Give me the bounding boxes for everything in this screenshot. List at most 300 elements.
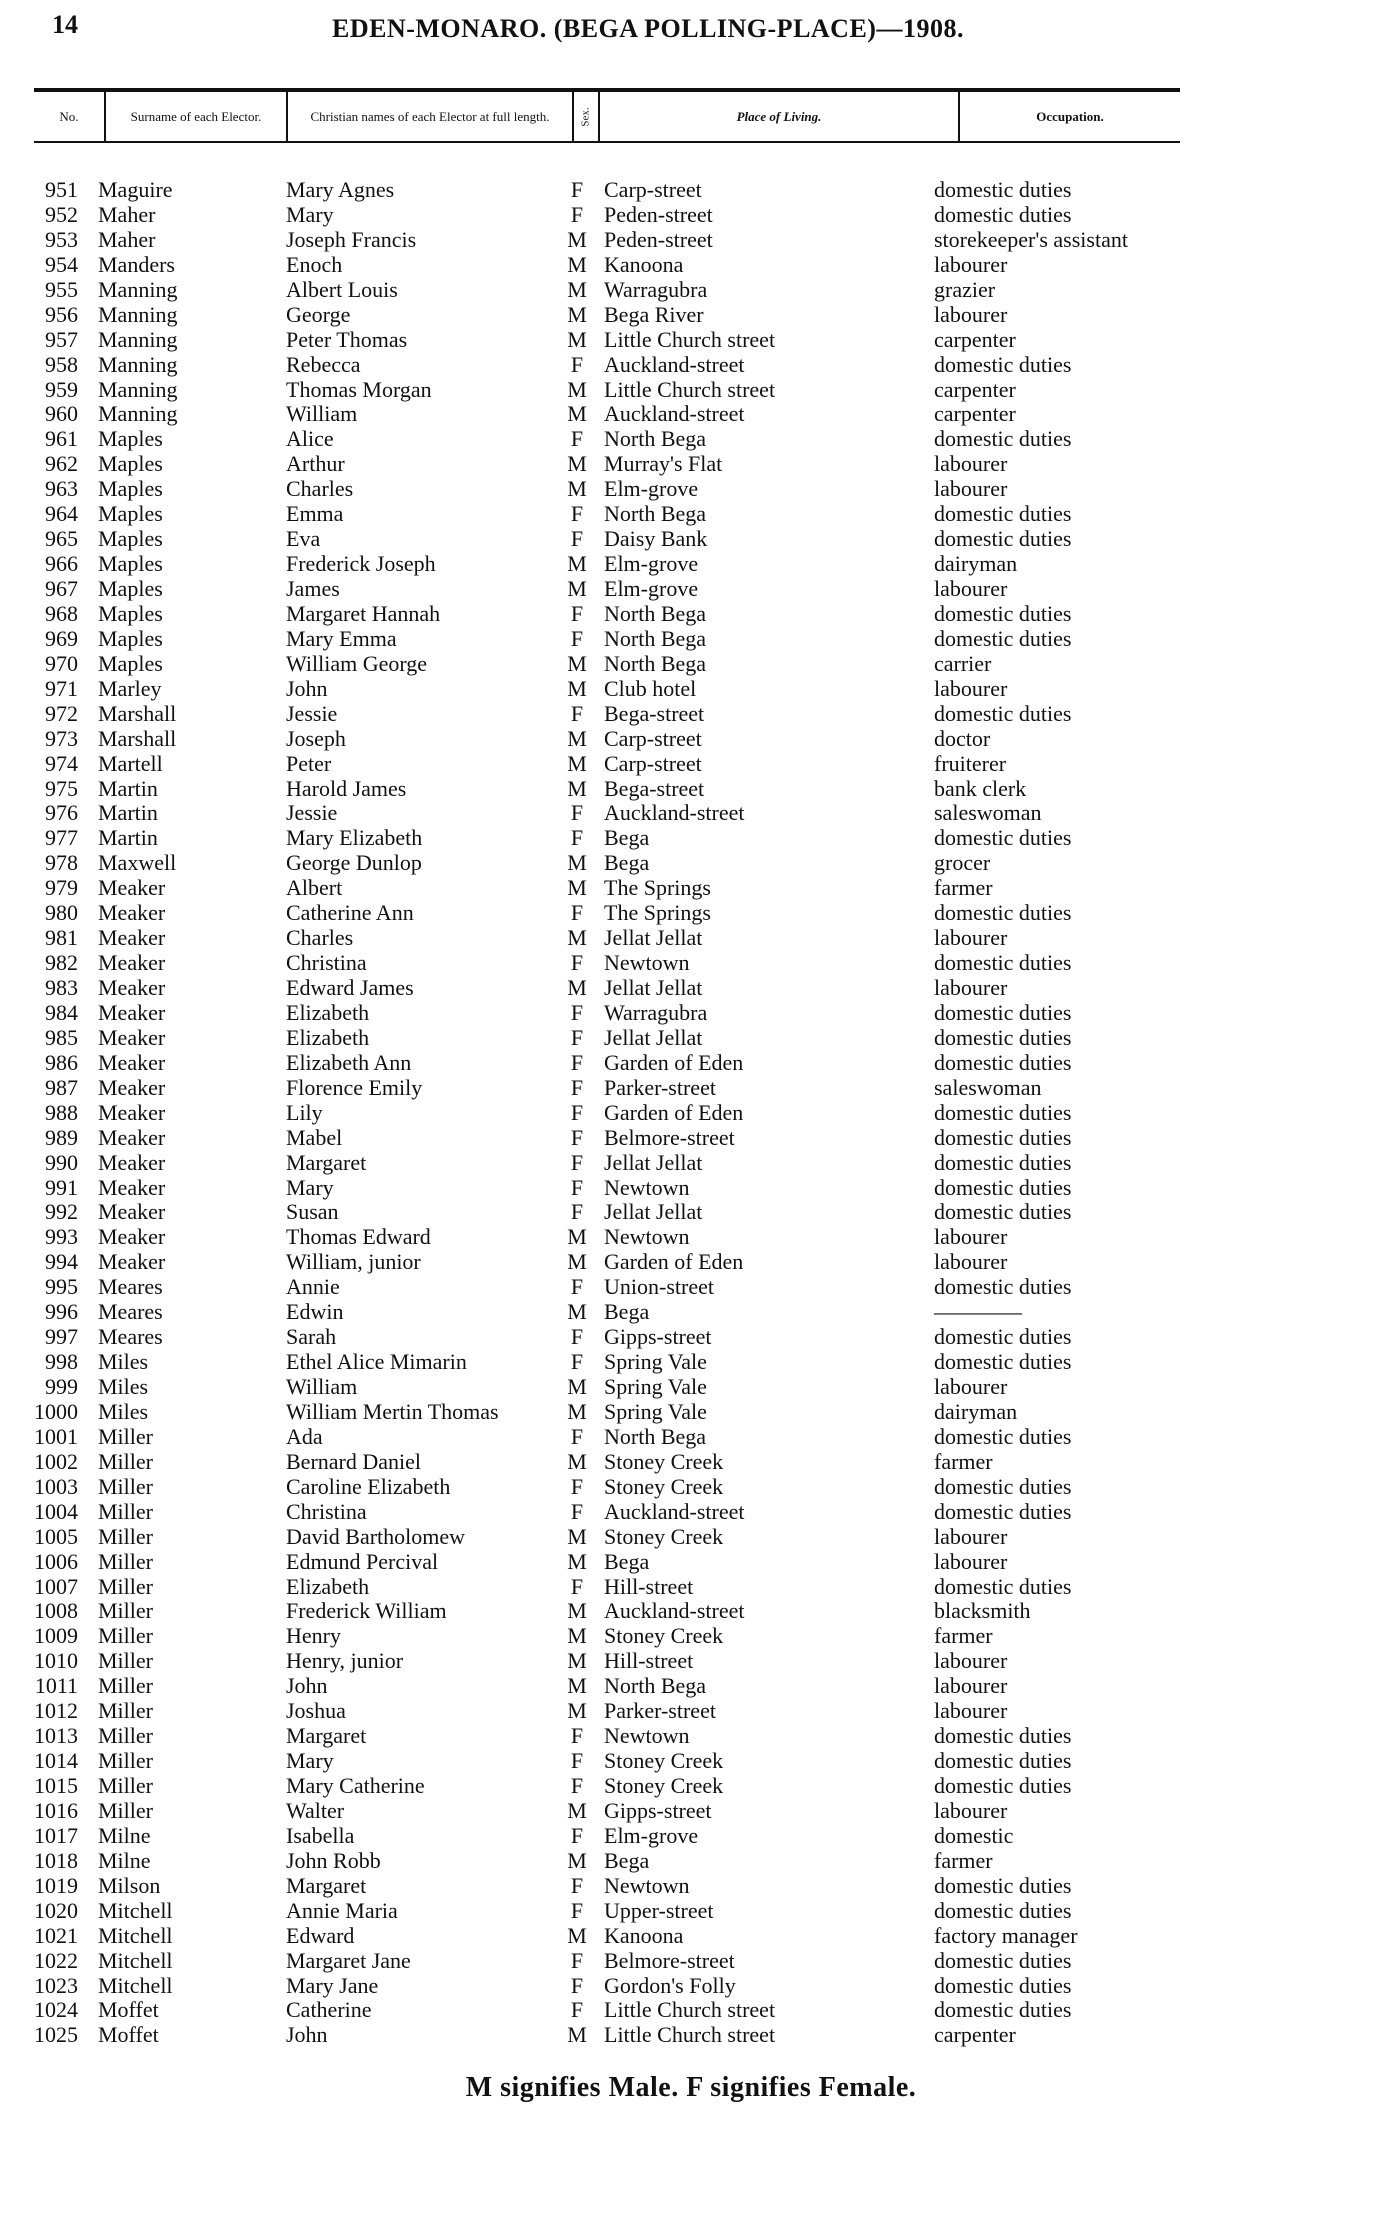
elector-surname: Miles	[98, 1349, 149, 1375]
elector-occupation: grocer	[934, 850, 991, 876]
elector-surname: Meaker	[98, 1224, 166, 1250]
elector-number: 1005	[34, 1523, 78, 1549]
elector-surname: Manning	[98, 376, 178, 402]
elector-place: Spring Vale	[604, 1374, 707, 1399]
elector-place: Spring Vale	[604, 1349, 707, 1375]
table-row	[0, 477, 1382, 502]
elector-surname: Miller	[98, 1573, 153, 1599]
elector-place: Garden of Eden	[604, 1099, 744, 1125]
elector-number: 961	[45, 426, 78, 452]
elector-surname: Meaker	[98, 1199, 166, 1225]
elector-surname: Manning	[98, 301, 178, 327]
elector-surname: Martin	[98, 800, 158, 826]
elector-occupation: domestic duties	[934, 999, 1072, 1025]
elector-sex: M	[567, 2022, 587, 2048]
elector-place: North Bega	[604, 650, 707, 676]
elector-sex: F	[570, 1149, 584, 1175]
elector-place: Gordon's Folly	[604, 1972, 736, 1998]
elector-number: 988	[45, 1099, 78, 1125]
elector-sex: F	[570, 1972, 584, 1998]
elector-christian-names: Ethel Alice Mimarin	[286, 1349, 467, 1375]
elector-place: Elm-grove	[604, 1822, 699, 1848]
elector-occupation: labourer	[934, 975, 1008, 1000]
elector-surname: Meaker	[98, 975, 166, 1000]
elector-number: 1004	[34, 1498, 78, 1524]
elector-place: North Bega	[604, 625, 707, 651]
elector-christian-names: Mary	[286, 1174, 334, 1200]
elector-christian-names: Jessie	[286, 700, 338, 726]
elector-surname: Martell	[98, 750, 163, 776]
elector-sex: F	[570, 1498, 584, 1524]
elector-surname: Meaker	[98, 1099, 166, 1125]
table-row	[0, 627, 1382, 652]
elector-occupation: labourer	[934, 1797, 1008, 1823]
table-row	[0, 328, 1382, 353]
elector-christian-names: Enoch	[286, 251, 343, 277]
elector-christian-names: Mary Elizabeth	[286, 825, 423, 851]
table-row	[0, 1026, 1382, 1051]
elector-surname: Meaker	[98, 925, 166, 951]
elector-number: 998	[45, 1349, 78, 1375]
elector-sex: M	[567, 1299, 587, 1325]
table-row	[0, 527, 1382, 552]
elector-sex: F	[570, 1997, 584, 2023]
elector-sex: F	[570, 177, 584, 202]
elector-number: 1003	[34, 1473, 78, 1499]
elector-occupation: labourer	[934, 451, 1008, 477]
elector-sex: F	[570, 1748, 584, 1774]
header-no: No.	[34, 92, 106, 141]
elector-number: 975	[45, 775, 78, 801]
elector-place: Elm-grove	[604, 551, 699, 577]
elector-sex: F	[570, 526, 584, 552]
elector-surname: Meaker	[98, 1174, 166, 1200]
table-row	[0, 253, 1382, 278]
table-row	[0, 926, 1382, 951]
elector-christian-names: Frederick Joseph	[286, 551, 436, 577]
elector-sex: F	[570, 1099, 584, 1125]
elector-surname: Meaker	[98, 875, 166, 901]
elector-number: 1021	[34, 1922, 78, 1948]
table-row	[0, 378, 1382, 403]
table-row	[0, 1500, 1382, 1525]
elector-sex: M	[567, 1249, 587, 1275]
elector-number: 999	[45, 1374, 78, 1399]
header-surname: Surname of each Elector.	[106, 92, 288, 141]
table-row	[0, 1774, 1382, 1799]
elector-place: Murray's Flat	[604, 451, 723, 477]
elector-place: Club hotel	[604, 675, 697, 701]
table-row	[0, 1899, 1382, 1924]
elector-surname: Marley	[98, 675, 162, 701]
elector-christian-names: Margaret Hannah	[286, 600, 441, 626]
elector-place: Jellat Jellat	[604, 1024, 703, 1050]
elector-surname: Miller	[98, 1448, 153, 1474]
elector-place: Newtown	[604, 1723, 690, 1749]
table-row	[0, 1051, 1382, 1076]
elector-occupation: domestic duties	[934, 1349, 1072, 1375]
elector-christian-names: Emma	[286, 501, 344, 527]
elector-surname: Meaker	[98, 1074, 166, 1100]
table-row	[0, 677, 1382, 702]
table-row	[0, 1599, 1382, 1624]
elector-sex: M	[567, 551, 587, 577]
elector-occupation: carpenter	[934, 2022, 1016, 2048]
elector-surname: Miles	[98, 1398, 149, 1424]
elector-christian-names: Margaret Jane	[286, 1947, 411, 1973]
elector-occupation: domestic duties	[934, 900, 1072, 926]
elector-occupation: domestic duties	[934, 825, 1072, 851]
elector-christian-names: Charles	[286, 925, 354, 951]
elector-place: Garden of Eden	[604, 1049, 744, 1075]
elector-sex: M	[567, 925, 587, 951]
elector-number: 1025	[34, 2022, 78, 2048]
elector-christian-names: Mary Emma	[286, 625, 397, 651]
table-row	[0, 1325, 1382, 1350]
elector-surname: Moffet	[98, 1997, 159, 2023]
elector-occupation: domestic duties	[934, 1897, 1072, 1923]
elector-sex: M	[567, 1374, 587, 1399]
elector-sex: M	[567, 1797, 587, 1823]
table-row	[0, 353, 1382, 378]
elector-number: 1002	[34, 1448, 78, 1474]
elector-christian-names: Caroline Elizabeth	[286, 1473, 451, 1499]
elector-place: Hill-street	[604, 1648, 694, 1674]
page-number: 14	[52, 10, 78, 39]
table-row	[0, 552, 1382, 577]
elector-christian-names: Margaret	[286, 1872, 367, 1898]
elector-surname: Meaker	[98, 950, 166, 976]
elector-place: North Bega	[604, 1423, 707, 1449]
elector-christian-names: Peter Thomas	[286, 326, 408, 352]
table-row	[0, 1949, 1382, 1974]
elector-occupation: carrier	[934, 650, 992, 676]
elector-surname: Manning	[98, 351, 178, 377]
elector-surname: Meaker	[98, 1149, 166, 1175]
elector-place: Bega	[604, 825, 650, 851]
elector-number: 955	[45, 276, 78, 302]
elector-surname: Miller	[98, 1673, 153, 1699]
elector-occupation: labourer	[934, 1698, 1008, 1724]
elector-number: 1018	[34, 1847, 78, 1873]
table-row	[0, 1649, 1382, 1674]
elector-sex: F	[570, 1024, 584, 1050]
elector-surname: Maples	[98, 501, 163, 527]
elector-surname: Miller	[98, 1748, 153, 1774]
table-header	[34, 92, 1180, 141]
elector-surname: Maples	[98, 451, 163, 477]
elector-occupation: ————	[934, 1299, 1022, 1325]
elector-number: 987	[45, 1074, 78, 1100]
elector-sex: M	[567, 1648, 587, 1674]
elector-number: 1011	[34, 1673, 78, 1699]
elector-surname: Miller	[98, 1548, 153, 1574]
table-row	[0, 2023, 1382, 2048]
elector-occupation: domestic duties	[934, 526, 1072, 552]
table-row	[0, 577, 1382, 602]
elector-occupation: farmer	[934, 1448, 993, 1474]
elector-christian-names: Mary Catherine	[286, 1773, 425, 1798]
elector-occupation: labourer	[934, 1648, 1008, 1674]
elector-occupation: domestic duties	[934, 426, 1072, 452]
elector-surname: Maples	[98, 600, 163, 626]
table-row	[0, 1974, 1382, 1999]
elector-surname: Maher	[98, 226, 156, 252]
elector-place: Newtown	[604, 1872, 690, 1898]
elector-place: North Bega	[604, 1673, 707, 1699]
table-row	[0, 826, 1382, 851]
elector-place: Kanoona	[604, 1922, 684, 1948]
elector-christian-names: John	[286, 2022, 328, 2048]
elector-surname: Maples	[98, 476, 163, 502]
elector-surname: Mitchell	[98, 1947, 173, 1973]
table-row	[0, 1176, 1382, 1201]
elector-sex: M	[567, 226, 587, 252]
elector-sex: F	[570, 1773, 584, 1798]
table-row	[0, 1749, 1382, 1774]
elector-place: Hill-street	[604, 1573, 694, 1599]
elector-occupation: factory manager	[934, 1922, 1078, 1948]
elector-sex: M	[567, 650, 587, 676]
elector-occupation: dairyman	[934, 1398, 1018, 1424]
elector-sex: M	[567, 875, 587, 901]
table-row	[0, 652, 1382, 677]
elector-place: Spring Vale	[604, 1398, 707, 1424]
elector-christian-names: Thomas Morgan	[286, 376, 432, 402]
elector-number: 1023	[34, 1972, 78, 1998]
elector-place: Auckland-street	[604, 1598, 745, 1624]
elector-occupation: domestic duties	[934, 625, 1072, 651]
elector-surname: Milson	[98, 1872, 161, 1898]
elector-sex: F	[570, 1274, 584, 1300]
elector-surname: Meaker	[98, 900, 166, 926]
elector-surname: Mitchell	[98, 1897, 173, 1923]
elector-place: Kanoona	[604, 251, 684, 277]
elector-sex: M	[567, 1448, 587, 1474]
elector-sex: M	[567, 476, 587, 502]
elector-place: Bega-street	[604, 775, 705, 801]
elector-occupation: storekeeper's assistant	[934, 226, 1128, 252]
elector-sex: F	[570, 501, 584, 527]
elector-number: 978	[45, 850, 78, 876]
elector-place: Peden-street	[604, 226, 713, 252]
elector-number: 1016	[34, 1797, 78, 1823]
elector-number: 960	[45, 401, 78, 427]
elector-occupation: domestic duties	[934, 1748, 1072, 1774]
elector-sex: M	[567, 775, 587, 801]
elector-sex: F	[570, 201, 584, 227]
elector-number: 993	[45, 1224, 78, 1250]
elector-place: North Bega	[604, 501, 707, 527]
elector-surname: Maxwell	[98, 850, 177, 876]
elector-christian-names: Edward James	[286, 975, 414, 1000]
elector-surname: Milne	[98, 1822, 151, 1848]
elector-surname: Meaker	[98, 1024, 166, 1050]
elector-number: 1006	[34, 1548, 78, 1574]
elector-number: 1014	[34, 1748, 78, 1774]
elector-christian-names: Jessie	[286, 800, 338, 826]
elector-number: 997	[45, 1324, 78, 1350]
elector-occupation: domestic duties	[934, 501, 1072, 527]
elector-christian-names: Walter	[286, 1797, 345, 1823]
elector-surname: Marshall	[98, 725, 177, 751]
elector-christian-names: Catherine	[286, 1997, 372, 2023]
elector-occupation: labourer	[934, 476, 1008, 502]
elector-occupation: domestic duties	[934, 201, 1072, 227]
elector-occupation: labourer	[934, 1224, 1008, 1250]
elector-occupation: labourer	[934, 1523, 1008, 1549]
elector-place: Stoney Creek	[604, 1448, 724, 1474]
elector-christian-names: Arthur	[286, 451, 345, 477]
elector-place: Bega-street	[604, 700, 705, 726]
elector-surname: Maples	[98, 576, 163, 601]
table-row	[0, 402, 1382, 427]
elector-christian-names: Henry	[286, 1623, 341, 1649]
elector-occupation: domestic duties	[934, 1049, 1072, 1075]
elector-christian-names: Harold James	[286, 775, 407, 801]
elector-sex: M	[567, 1523, 587, 1549]
elector-place: Carp-street	[604, 177, 702, 202]
elector-christian-names: John	[286, 675, 328, 701]
elector-surname: Miller	[98, 1797, 153, 1823]
page-title: EDEN-MONARO. (BEGA POLLING-PLACE)—1908.	[332, 14, 964, 43]
elector-place: Daisy Bank	[604, 526, 708, 552]
elector-occupation: domestic duties	[934, 177, 1072, 202]
elector-surname: Maples	[98, 426, 163, 452]
table-row	[0, 1525, 1382, 1550]
elector-number: 992	[45, 1199, 78, 1225]
header-sex-label: Sex.	[580, 106, 592, 127]
table-row	[0, 727, 1382, 752]
elector-sex: M	[567, 1224, 587, 1250]
elector-christian-names: Edward	[286, 1922, 355, 1948]
elector-sex: M	[567, 1922, 587, 1948]
elector-sex: M	[567, 850, 587, 876]
elector-sex: M	[567, 1548, 587, 1574]
elector-sex: M	[567, 750, 587, 776]
table-row	[0, 1400, 1382, 1425]
elector-occupation: domestic duties	[934, 1498, 1072, 1524]
elector-occupation: domestic duties	[934, 1324, 1072, 1350]
table-row	[0, 976, 1382, 1001]
table-row	[0, 1001, 1382, 1026]
elector-christian-names: James	[286, 576, 340, 601]
elector-surname: Miller	[98, 1423, 153, 1449]
elector-place: Warragubra	[604, 999, 708, 1025]
elector-surname: Mitchell	[98, 1972, 173, 1998]
elector-surname: Manning	[98, 276, 178, 302]
table-row	[0, 801, 1382, 826]
elector-christian-names: Margaret	[286, 1149, 367, 1175]
elector-number: 954	[45, 251, 78, 277]
elector-surname: Maguire	[98, 177, 173, 202]
table-row	[0, 951, 1382, 976]
elector-place: Auckland-street	[604, 401, 745, 427]
elector-occupation: labourer	[934, 251, 1008, 277]
elector-surname: Meaker	[98, 1049, 166, 1075]
elector-christian-names: Elizabeth	[286, 999, 370, 1025]
elector-number: 964	[45, 501, 78, 527]
elector-number: 958	[45, 351, 78, 377]
elector-sex: F	[570, 1074, 584, 1100]
elector-number: 989	[45, 1124, 78, 1150]
elector-number: 974	[45, 750, 78, 776]
elector-christian-names: Susan	[286, 1199, 339, 1225]
elector-christian-names: Lily	[286, 1099, 323, 1125]
elector-number: 953	[45, 226, 78, 252]
table-row	[0, 228, 1382, 253]
elector-place: Warragubra	[604, 276, 708, 302]
elector-sex: F	[570, 351, 584, 377]
elector-christian-names: Charles	[286, 476, 354, 502]
table-row	[0, 1200, 1382, 1225]
elector-number: 969	[45, 625, 78, 651]
elector-occupation: dairyman	[934, 551, 1018, 577]
table-row	[0, 1375, 1382, 1400]
elector-occupation: domestic duties	[934, 1573, 1072, 1599]
elector-number: 985	[45, 1024, 78, 1050]
elector-number: 981	[45, 925, 78, 951]
table-row	[0, 1076, 1382, 1101]
elector-place: Union-street	[604, 1274, 714, 1300]
elector-sex: F	[570, 825, 584, 851]
elector-sex: F	[570, 1423, 584, 1449]
elector-sex: M	[567, 1847, 587, 1873]
table-row	[0, 203, 1382, 228]
elector-place: Stoney Creek	[604, 1473, 724, 1499]
elector-christian-names: William, junior	[286, 1249, 421, 1275]
header-bottom-rule	[34, 141, 1180, 143]
elector-place: Stoney Creek	[604, 1773, 724, 1798]
elector-number: 970	[45, 650, 78, 676]
elector-christian-names: Thomas Edward	[286, 1224, 431, 1250]
elector-place: Jellat Jellat	[604, 925, 703, 951]
elector-christian-names: Edwin	[286, 1299, 344, 1325]
elector-christian-names: Rebecca	[286, 351, 361, 377]
elector-number: 1017	[34, 1822, 78, 1848]
elector-sex: M	[567, 1673, 587, 1699]
elector-christian-names: Annie Maria	[286, 1897, 398, 1923]
elector-sex: M	[567, 376, 587, 402]
elector-number: 956	[45, 301, 78, 327]
header-sex	[574, 92, 600, 141]
elector-surname: Meares	[98, 1299, 163, 1325]
elector-number: 994	[45, 1249, 78, 1275]
elector-place: Parker-street	[604, 1698, 716, 1724]
table-row	[0, 1849, 1382, 1874]
table-row	[0, 1874, 1382, 1899]
elector-occupation: labourer	[934, 925, 1008, 951]
elector-surname: Maples	[98, 650, 163, 676]
elector-sex: F	[570, 1473, 584, 1499]
elector-occupation: labourer	[934, 1249, 1008, 1275]
elector-christian-names: John	[286, 1673, 328, 1699]
elector-sex: M	[567, 451, 587, 477]
elector-place: Carp-street	[604, 750, 702, 776]
elector-surname: Mitchell	[98, 1922, 173, 1948]
elector-surname: Manning	[98, 326, 178, 352]
elector-place: Jellat Jellat	[604, 1149, 703, 1175]
table-row	[0, 602, 1382, 627]
elector-sex: M	[567, 401, 587, 427]
elector-christian-names: Mabel	[286, 1124, 343, 1150]
elector-occupation: blacksmith	[934, 1598, 1031, 1624]
elector-occupation: domestic duties	[934, 1872, 1072, 1898]
table-row	[0, 1151, 1382, 1176]
elector-place: Bega River	[604, 301, 704, 327]
elector-place: Garden of Eden	[604, 1249, 744, 1275]
elector-christian-names: Ada	[286, 1423, 323, 1449]
